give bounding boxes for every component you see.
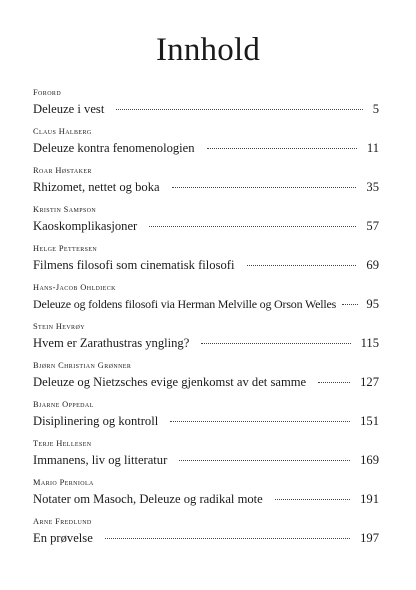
toc-line	[33, 335, 379, 351]
toc-page-number: 169	[360, 453, 379, 467]
toc-line	[33, 530, 379, 546]
toc-entry	[33, 205, 379, 234]
dot-leader	[247, 265, 357, 266]
toc-chapter-title: Immanens, liv og litteratur	[33, 453, 168, 467]
toc-line	[33, 413, 379, 429]
dot-leader	[149, 226, 356, 227]
toc-author: Bjørn Christian Grønner	[33, 361, 132, 370]
dot-leader	[172, 187, 357, 188]
toc-page-number: 127	[360, 375, 379, 389]
toc-page-number: 35	[366, 180, 379, 194]
toc-entry	[33, 127, 379, 156]
toc-entry	[33, 244, 379, 273]
toc-author: Roar Høstaker	[33, 166, 92, 175]
toc-page-number: 115	[360, 336, 379, 350]
toc-entry	[33, 88, 379, 117]
dot-leader	[207, 148, 357, 149]
toc-line	[33, 140, 379, 156]
toc-line	[33, 179, 379, 195]
toc-chapter-title: Rhizomet, nettet og boka	[33, 180, 160, 194]
toc-line	[33, 452, 379, 468]
toc-author: Bjarne Oppedal	[33, 400, 94, 409]
toc-author: Mario Perniola	[33, 478, 94, 487]
toc-chapter-title: Hvem er Zarathustras yngling?	[33, 336, 190, 350]
toc-chapter-title: Deleuze kontra fenomenologien	[33, 141, 195, 155]
toc-chapter-title: Filmens filosofi som cinematisk filosofi	[33, 258, 235, 272]
toc-author: Helge Pettersen	[33, 244, 98, 253]
dot-leader	[116, 109, 362, 110]
toc-line	[33, 101, 379, 117]
toc-entry	[33, 283, 379, 312]
toc-author: Hans-Jacob Ohldieck	[33, 283, 116, 292]
toc-line	[33, 491, 379, 507]
toc-page-number: 151	[360, 414, 379, 428]
toc-page-number: 57	[366, 219, 379, 233]
toc-page-number: 11	[366, 141, 379, 155]
toc-entry	[33, 478, 379, 507]
toc-entry	[33, 517, 379, 546]
toc-author: Kristin Sampson	[33, 205, 97, 214]
toc-chapter-title: Kaoskomplikasjoner	[33, 219, 138, 233]
toc-chapter-title: Deleuze i vest	[33, 102, 105, 116]
toc-chapter-title: Disiplinering og kontroll	[33, 414, 159, 428]
toc-page-number: 191	[360, 492, 379, 506]
toc-author: Terje Hellesen	[33, 439, 92, 448]
toc-line	[33, 218, 379, 234]
toc-line	[33, 374, 379, 390]
dot-leader	[170, 421, 350, 422]
toc-entry	[33, 439, 379, 468]
toc-entry	[33, 400, 379, 429]
toc-page-number: 197	[360, 531, 379, 545]
toc-chapter-title: En prøvelse	[33, 531, 93, 545]
dot-leader	[275, 499, 350, 500]
toc-chapter-title: Deleuze og Nietzsches evige gjenkomst av det samme	[33, 375, 307, 389]
toc-author: Arne Fredlund	[33, 517, 92, 526]
page-title: Innhold	[155, 32, 261, 68]
toc-author: Forord	[33, 88, 62, 97]
dot-leader	[342, 304, 358, 305]
toc-page-number: 5	[372, 102, 379, 116]
toc-entry	[33, 361, 379, 390]
toc-page-number: 69	[366, 258, 379, 272]
toc-chapter-title: Notater om Masoch, Deleuze og radikal mote	[33, 492, 263, 506]
toc-chapter-title: Deleuze og foldens filosofi via Herman Melville og Orson Welles	[33, 297, 337, 311]
toc-line	[33, 257, 379, 273]
toc-page-number: 95	[366, 297, 379, 311]
toc-entry	[33, 322, 379, 351]
toc-entry	[33, 166, 379, 195]
toc-author: Stein Hevrøy	[33, 322, 85, 331]
dot-leader	[179, 460, 350, 461]
toc-author: Claus Halberg	[33, 127, 92, 136]
dot-leader	[201, 343, 350, 344]
dot-leader	[318, 382, 350, 383]
toc-line	[33, 296, 379, 312]
dot-leader	[105, 538, 350, 539]
